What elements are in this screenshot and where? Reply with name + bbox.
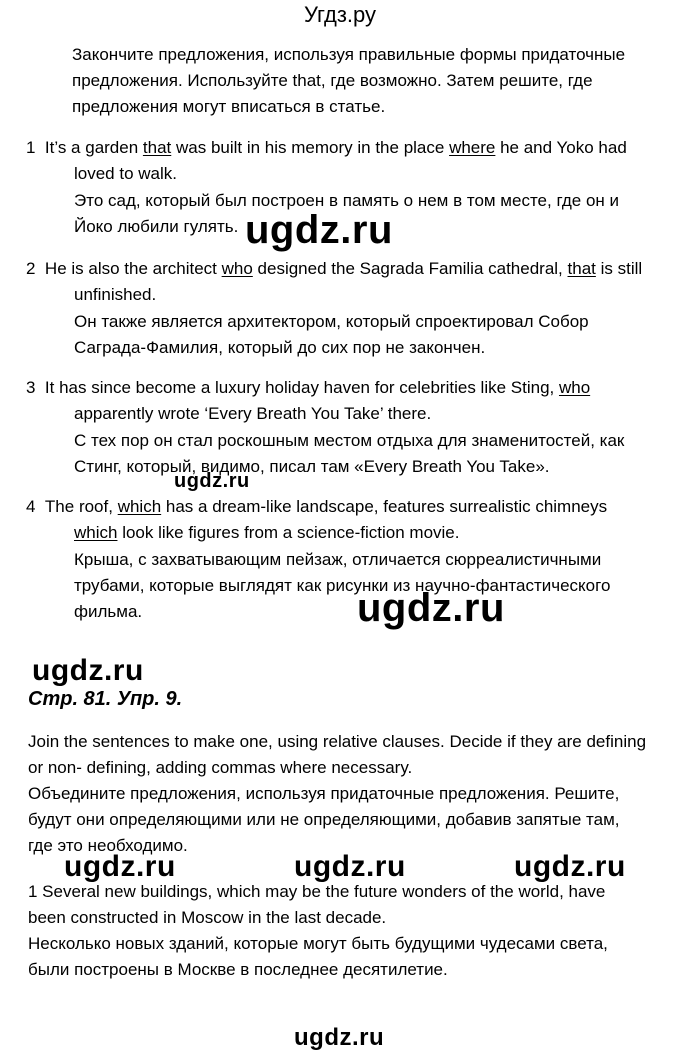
task-line-4: будут они определяющими или не определяющими, добавив запятые там, [28,810,620,829]
site-title: Угдз.ру [303,2,377,27]
exercise-heading: Стр. 81. Упр. 9. [28,688,183,710]
intro-line-1: Закончите предложения, используя правильные формы придаточные [72,45,626,64]
watermark: ugdz.ru [357,586,505,630]
item-1-en-line-2: loved to walk. [74,164,177,183]
watermark: ugdz.ru [245,208,393,252]
item-number: 3 [26,378,36,397]
task-line-3: Объедините предложения, используя придаточные предложения. Решите, [28,784,620,803]
item-1-en-line-1: 1 It’s a garden that was built in his memory in the place where he and Yoko had [26,138,627,157]
item-4-en-line-1: 4 The roof, which has a dream-like landscape, features surrealistic chimneys [26,497,608,516]
intro-line-3: предложения могут вписаться в статье. [72,97,386,116]
item-number: 1 [26,138,36,157]
answer-1-en-line-1: 1 Several new buildings, which may be the future wonders of the world, have [28,882,606,901]
item-3-ru-line-1: С тех пор он стал роскошным местом отдыха для знаменитостей, как [74,431,625,450]
watermark: ugdz.ru [514,850,626,883]
answer-1-ru-line-2: были построены в Москве в последнее десятилетие. [28,960,448,979]
task-line-5: где это необходимо. [28,836,188,855]
item-3-en-line-2: apparently wrote ‘Every Breath You Take’ there. [74,404,432,423]
watermark: ugdz.ru [294,850,406,883]
underlined-word: that [567,259,596,278]
underlined-word: where [449,138,496,157]
watermark: ugdz.ru [174,470,250,492]
task-line-1: Join the sentences to make one, using relative clauses. Decide if they are defining [28,732,647,751]
footer-watermark: ugdz.ru [294,1024,385,1051]
item-1-ru-line-1: Это сад, который был построен в память о нем в том месте, где он и [74,191,620,210]
answer-1-ru-line-1: Несколько новых зданий, которые могут быть будущими чудесами света, [28,934,608,953]
intro-line-2: предложения. Используйте that, где возможно. Затем решите, где [72,71,593,90]
watermark: ugdz.ru [64,850,176,883]
item-number: 4 [26,497,36,516]
item-3-en-line-1: 3 It has since become a luxury holiday haven for celebrities like Sting, who [26,378,591,397]
underlined-word: which [74,523,118,542]
item-4-en-line-2: which look like figures from a science-fiction movie. [74,523,460,542]
item-1-ru-line-2: Йоко любили гулять. [74,217,239,236]
item-4-ru-line-2: трубами, которые выглядят как рисунки из научно-фантастического [74,576,611,595]
item-4-ru-line-3: фильма. [74,602,143,621]
item-number: 2 [26,259,36,278]
item-3-ru-line-2: Стинг, который, видимо, писал там «Every Breath You Take». [74,457,550,476]
task-line-2: or non- defining, adding commas where necessary. [28,758,413,777]
item-2-ru-line-1: Он также является архитектором, который спроектировал Собор [74,312,589,331]
item-2-ru-line-2: Саграда-Фамилия, который до сих пор не закончен. [74,338,486,357]
underlined-word: who [558,378,591,397]
watermark: ugdz.ru [32,654,144,687]
underlined-word: that [142,138,172,157]
underlined-word: who [221,259,253,278]
answer-1-en-line-2: been constructed in Moscow in the last decade. [28,908,387,927]
item-2-en-line-1: 2 He is also the architect who designed the Sagrada Familia cathedral, that is still [26,259,643,278]
underlined-word: which [117,497,162,516]
item-2-en-line-2: unfinished. [74,285,157,304]
item-4-ru-line-1: Крыша, с захватывающим пейзаж, отличается сюрреалистичными [74,550,602,569]
